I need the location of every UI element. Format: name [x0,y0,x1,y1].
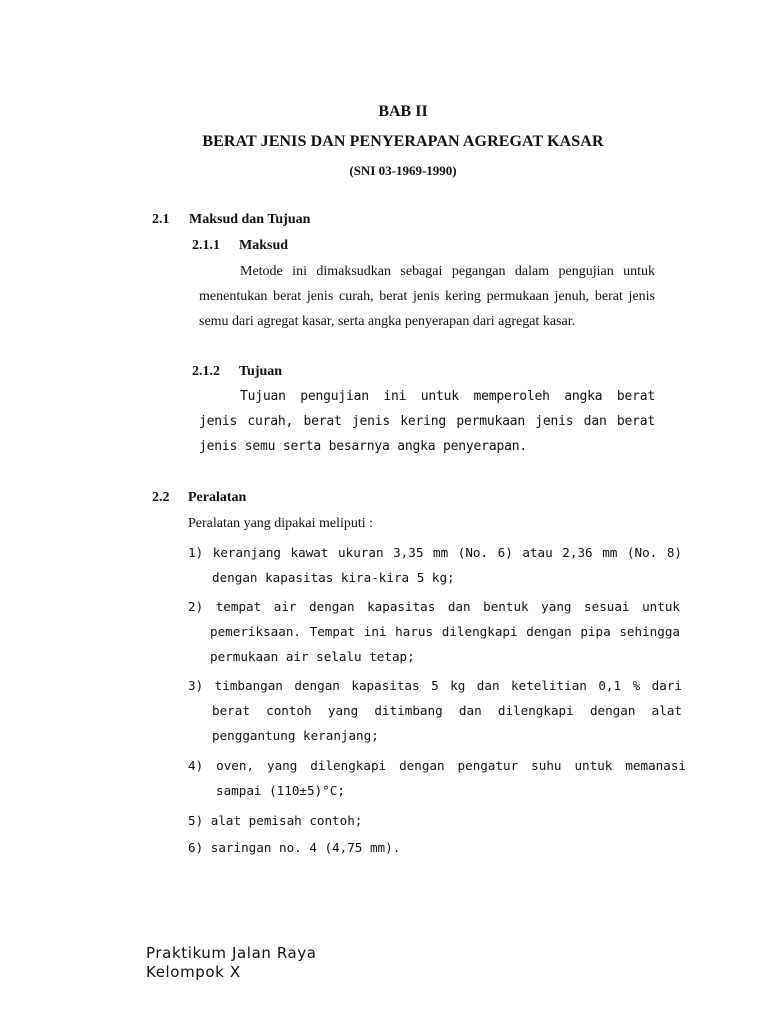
equipment-intro: Peralatan yang dipakai meliputi : [188,516,374,531]
equipment-item-3: 3) timbangan dengan kapasitas 5 kg dan ketelitian 0,1 % dari berat contoh yang ditimbang dan dilengkapi dengan alat penggantung keranjang; [188,678,682,743]
subsection-title: Maksud [239,238,289,253]
section-title: Maksud dan Tujuan [189,212,311,227]
chapter-label: BAB II [378,103,428,120]
section-number: 2.2 [152,490,170,505]
equipment-item-1: 1) keranjang kawat ukuran 3,35 mm (No. 6) atau 2,36 mm (No. 8) dengan kapasitas kira-kira 5 kg; [188,545,682,585]
chapter-title: BERAT JENIS DAN PENYERAPAN AGREGAT KASAR [202,133,604,150]
subsection-heading-2-1-1 [192,238,288,254]
section-heading-2-1 [152,212,310,228]
page-footer [146,944,317,982]
equipment-item-2: 2) tempat air dengan kapasitas dan bentuk yang sesuai untuk pemeriksaan. Tempat ini harus dilengkapi dengan pipa sehingga permukaan air selalu tetap; [188,599,680,664]
subsection-number: 2.1.2 [192,364,220,379]
equipment-item-4: 4) oven, yang dilengkapi dengan pengatur suhu untuk memanasi sampai (110±5)°C; [188,758,686,798]
tujuan-paragraph: Tujuan pengujian ini untuk memperoleh angka berat jenis curah, berat jenis kering permukaan jenis dan berat jenis semu serta besarnya angka penyerapan. [199,389,655,454]
subsection-title: Tujuan [239,364,283,379]
equipment-item-6: 6) saringan no. 4 (4,75 mm). [188,840,401,855]
footer-course: Praktikum Jalan Raya [146,944,317,962]
maksud-paragraph: Metode ini dimaksudkan sebagai pegangan dalam pengujian untuk menentukan berat jenis curah, berat jenis kering permukaan jenuh, berat jenis semu dari agregat kasar, serta angka penyerapan dari agregat kasar. [199,264,655,329]
subsection-heading-2-1-2 [192,364,282,380]
section-heading-2-2 [152,490,246,506]
standard-reference: (SNI 03-1969-1990) [349,163,457,178]
section-number: 2.1 [152,212,170,227]
subsection-number: 2.1.1 [192,238,220,253]
footer-group: Kelompok X [146,963,241,981]
section-title: Peralatan [188,490,247,505]
equipment-item-5: 5) alat pemisah contoh; [188,813,363,828]
